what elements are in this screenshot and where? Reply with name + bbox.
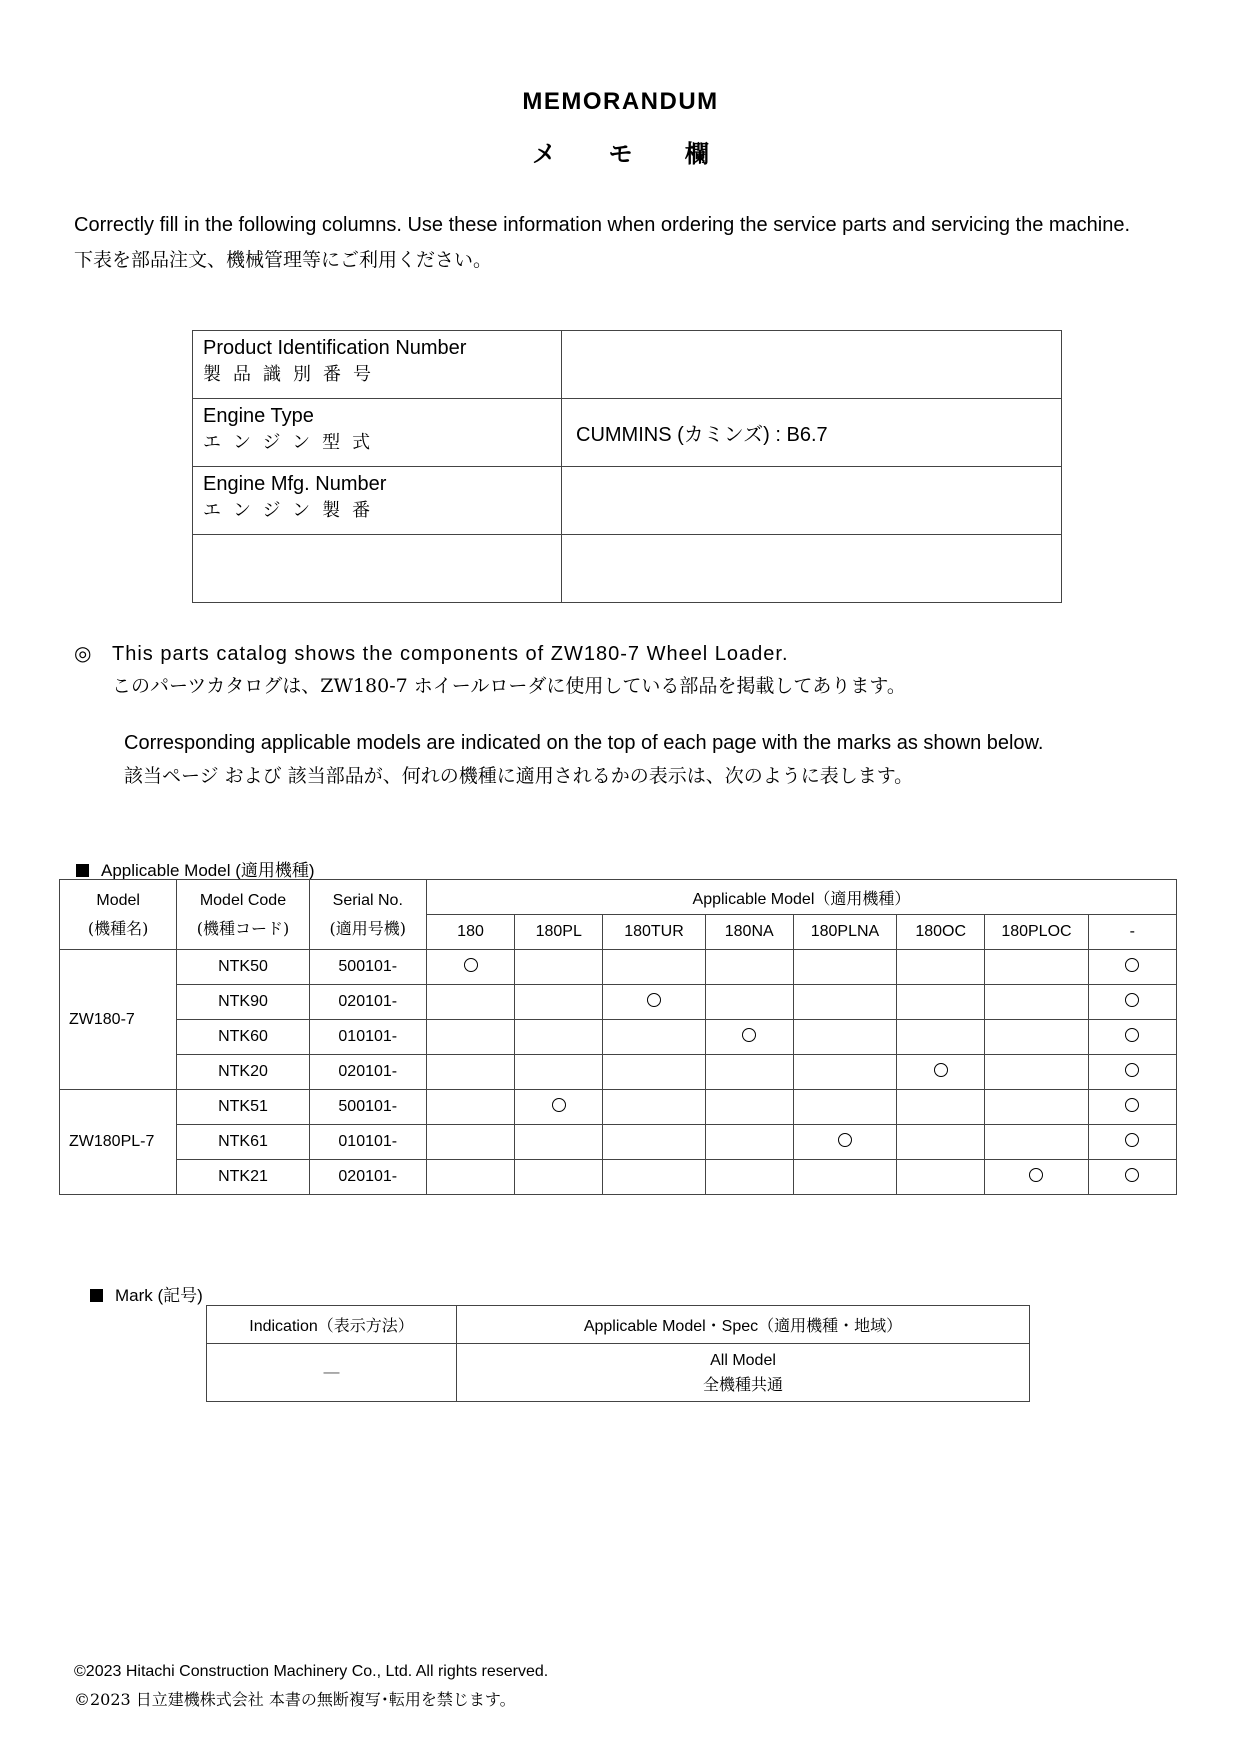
memo-row — [193, 535, 1062, 603]
model-code-cell: NTK20 — [177, 1055, 309, 1090]
mark-cell — [426, 1090, 514, 1125]
mark-cell — [985, 1020, 1088, 1055]
mark-cell — [1088, 985, 1176, 1020]
corresponding-note: Corresponding applicable models are indicated on the top of each page with the marks as shown below. — [124, 732, 1044, 754]
mark-cell — [705, 1160, 793, 1195]
page-title-jp: メ モ 欄 — [532, 139, 709, 168]
mark-cell — [515, 1055, 603, 1090]
circle-mark-icon — [464, 958, 478, 972]
circle-mark-icon — [1029, 1168, 1043, 1182]
mark-heading: Mark (記号) — [90, 1281, 203, 1306]
mark-cell — [897, 950, 985, 985]
mark-cell — [985, 1055, 1088, 1090]
mark-cell — [705, 985, 793, 1020]
memo-value — [562, 331, 1062, 399]
mark-cell — [1088, 950, 1176, 985]
memo-value: CUMMINS (カミンズ) : B6.7 — [562, 399, 1062, 467]
mark-cell — [705, 950, 793, 985]
mark-cell — [985, 950, 1088, 985]
memo-table — [192, 330, 1062, 603]
serial-cell: 020101- — [309, 1055, 426, 1090]
circle-mark-icon — [1125, 993, 1139, 1007]
circle-mark-icon — [742, 1028, 756, 1042]
model-cell: ZW180-7 — [60, 950, 177, 1090]
mark-cell — [603, 1090, 705, 1125]
circle-mark-icon — [838, 1133, 852, 1147]
mark-cell — [705, 1125, 793, 1160]
square-bullet-icon — [90, 1289, 103, 1302]
intro-text: Correctly fill in the following columns. Use these information when ordering the service parts and servicing the machine. — [74, 214, 1131, 236]
indication-value: — — [207, 1344, 457, 1402]
memo-label: Engine Mfg. Number エンジン製番 — [193, 467, 562, 535]
mark-cell — [985, 1160, 1088, 1195]
model-code-header: Model Code (機種コード) — [177, 880, 309, 950]
mark-cell — [603, 1125, 705, 1160]
mark-cell — [1088, 1160, 1176, 1195]
circle-mark-icon — [647, 993, 661, 1007]
applicable-model-header: Applicable Model（適用機種） — [426, 880, 1176, 915]
indication-header: Indication（表示方法） — [207, 1306, 457, 1344]
copyright-jp: ©2023 日立建機株式会社 本書の無断複写･転用を禁じます。 — [74, 1690, 516, 1709]
column-header: - — [1088, 915, 1176, 950]
model-code-cell: NTK50 — [177, 950, 309, 985]
table-row — [60, 1055, 1177, 1090]
mark-cell — [705, 1090, 793, 1125]
mark-cell — [1088, 1055, 1176, 1090]
mark-cell — [515, 1020, 603, 1055]
mark-cell — [603, 1055, 705, 1090]
circle-mark-icon — [1125, 958, 1139, 972]
applicable-model-table — [59, 879, 1177, 1195]
applicable-spec-value: All Model 全機種共通 — [457, 1344, 1030, 1402]
circle-mark-icon — [552, 1098, 566, 1112]
model-cell: ZW180PL-7 — [60, 1090, 177, 1195]
circle-mark-icon — [1125, 1133, 1139, 1147]
mark-cell — [897, 1125, 985, 1160]
mark-cell — [897, 1160, 985, 1195]
circle-mark-icon — [934, 1063, 948, 1077]
mark-cell — [515, 985, 603, 1020]
serial-cell: 010101- — [309, 1125, 426, 1160]
mark-cell — [426, 1125, 514, 1160]
mark-cell — [426, 985, 514, 1020]
column-header: 180OC — [897, 915, 985, 950]
memo-label — [193, 535, 562, 603]
model-code-cell: NTK51 — [177, 1090, 309, 1125]
corresponding-note-jp: 該当ページ および 該当部品が、何れの機種に適用されるかの表示は、次のように表します。 — [124, 765, 914, 787]
copyright: ©2023 Hitachi Construction Machinery Co., Ltd. All rights reserved. — [74, 1663, 549, 1680]
memo-row — [193, 399, 1062, 467]
mark-cell — [426, 1160, 514, 1195]
mark-cell — [515, 950, 603, 985]
mark-cell — [603, 1020, 705, 1055]
serial-cell: 010101- — [309, 1020, 426, 1055]
mark-cell — [897, 985, 985, 1020]
model-code-cell: NTK60 — [177, 1020, 309, 1055]
memo-row — [193, 331, 1062, 399]
double-circle-icon: ◎ — [74, 643, 93, 665]
serial-cell: 500101- — [309, 950, 426, 985]
mark-cell — [515, 1160, 603, 1195]
serial-cell: 020101- — [309, 985, 426, 1020]
mark-cell — [793, 1125, 896, 1160]
mark-cell — [603, 950, 705, 985]
mark-cell — [793, 985, 896, 1020]
mark-cell — [515, 1090, 603, 1125]
circle-mark-icon — [1125, 1028, 1139, 1042]
catalog-note-text: This parts catalog shows the components of ZW180-7 Wheel Loader. — [112, 643, 789, 665]
applicable-spec-header: Applicable Model・Spec（適用機種・地域） — [457, 1306, 1030, 1344]
mark-cell — [897, 1090, 985, 1125]
mark-cell — [985, 1125, 1088, 1160]
mark-cell — [426, 950, 514, 985]
mark-cell — [897, 1020, 985, 1055]
mark-cell — [603, 985, 705, 1020]
column-header: 180PL — [515, 915, 603, 950]
mark-cell — [603, 1160, 705, 1195]
table-row — [60, 1090, 1177, 1125]
mark-cell — [793, 1055, 896, 1090]
column-header: 180NA — [705, 915, 793, 950]
memo-row — [193, 467, 1062, 535]
mark-cell — [1088, 1020, 1176, 1055]
mark-cell — [985, 1090, 1088, 1125]
applicable-model-heading: Applicable Model (適用機種) — [76, 856, 315, 881]
circle-mark-icon — [1125, 1098, 1139, 1112]
table-row — [60, 985, 1177, 1020]
mark-cell — [897, 1055, 985, 1090]
table-row — [60, 1020, 1177, 1055]
mark-cell — [705, 1020, 793, 1055]
table-row — [60, 1125, 1177, 1160]
column-header: 180 — [426, 915, 514, 950]
catalog-note — [74, 641, 789, 666]
circle-mark-icon — [1125, 1063, 1139, 1077]
mark-cell — [426, 1020, 514, 1055]
serial-cell: 020101- — [309, 1160, 426, 1195]
square-bullet-icon — [76, 864, 89, 877]
column-header: 180PLNA — [793, 915, 896, 950]
mark-cell — [793, 1160, 896, 1195]
mark-cell — [985, 985, 1088, 1020]
serial-cell: 500101- — [309, 1090, 426, 1125]
memo-label: Engine Type エンジン型式 — [193, 399, 562, 467]
page-title: MEMORANDUM — [522, 88, 719, 115]
mark-cell — [793, 1090, 896, 1125]
catalog-note-jp: このパーツカタログは、ZW180-7 ホイールローダに使用している部品を掲載してあります。 — [112, 675, 906, 697]
circle-mark-icon — [1125, 1168, 1139, 1182]
column-header: 180PLOC — [985, 915, 1088, 950]
mark-cell — [705, 1055, 793, 1090]
model-code-cell: NTK21 — [177, 1160, 309, 1195]
model-code-cell: NTK90 — [177, 985, 309, 1020]
serial-no-header: Serial No. (適用号機) — [309, 880, 426, 950]
table-row — [60, 1160, 1177, 1195]
mark-table — [206, 1305, 1030, 1402]
mark-cell — [793, 1020, 896, 1055]
intro-text-jp: 下表を部品注文、機械管理等にご利用ください。 — [74, 249, 493, 271]
mark-cell — [1088, 1090, 1176, 1125]
memo-value — [562, 467, 1062, 535]
table-row — [60, 950, 1177, 985]
model-code-cell: NTK61 — [177, 1125, 309, 1160]
memo-label: Product Identification Number 製品識別番号 — [193, 331, 562, 399]
mark-cell — [515, 1125, 603, 1160]
column-header: 180TUR — [603, 915, 705, 950]
mark-cell — [1088, 1125, 1176, 1160]
mark-cell — [793, 950, 896, 985]
memo-value — [562, 535, 1062, 603]
mark-cell — [426, 1055, 514, 1090]
model-header: Model (機種名) — [60, 880, 177, 950]
